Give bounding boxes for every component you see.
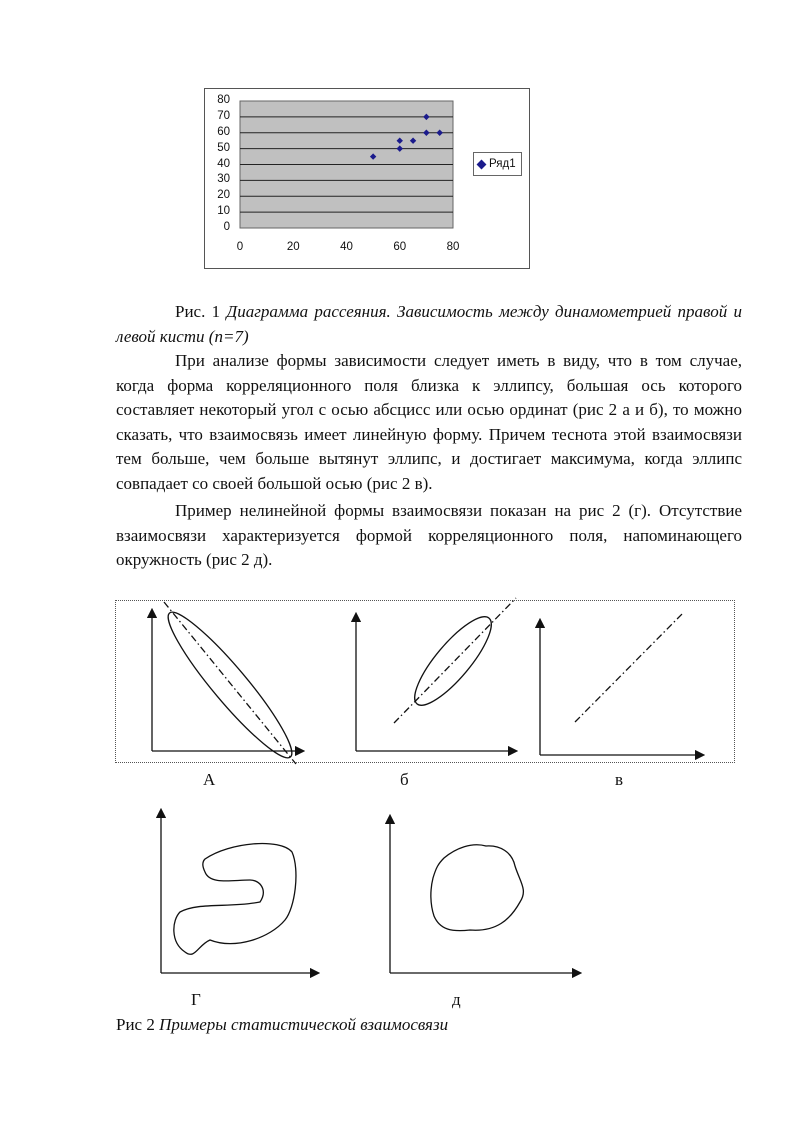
figure2-caption [116,1015,448,1035]
figure1-caption-text: Диаграмма рассеяния. Зависимость между динамометрией правой и левой кисти (n=7) [116,302,742,346]
diagram-d [390,819,577,973]
figure2-label-a: А [203,770,216,789]
x-tick-label: 0 [236,241,244,253]
scatter-chart [0,0,800,300]
figure2-label-v: в [615,770,624,789]
y-tick-label: 10 [217,205,230,218]
figure1-caption [116,300,742,349]
figure2-caption-text: Примеры статистической взаимосвязи [159,1015,449,1034]
figure2-caption-prefix: Рис 2 [116,1015,155,1034]
y-tick-label: 60 [217,125,230,138]
figure2-label-g: Г [191,990,201,1009]
paragraph-1: При анализе формы зависимости следует иметь в виду, что в том случае, когда форма корреляционного поля близка к эллипсу, большая ось которого составляет некоторый угол с осью абсцисс или осью ординат (рис 2 а и б), то можно сказать, что взаимосвязь имеет линейную форму. Причем теснота этой взаимосвязи тем больше, чем больше вытянут эллипс, и достигает максимума, когда эллипс совпадает со своей большой осью (рис 2 в). [116,351,742,493]
chart-legend [473,152,522,176]
diagram-g [161,813,315,973]
diagram-b [356,598,516,751]
diagram-v [540,612,700,755]
x-tick-label: 40 [340,241,353,253]
figure1-caption-prefix: Рис. 1 [175,302,221,321]
y-tick-label: 40 [217,157,230,170]
figure2-diagrams [0,590,800,990]
y-tick-label: 0 [223,221,230,233]
y-tick-label: 50 [217,141,230,154]
legend-label: Ряд1 [489,158,516,170]
diagram-a [152,602,303,768]
legend-marker-icon [477,159,487,169]
figure2-label-d: д [452,990,461,1009]
y-tick-label: 20 [217,189,230,202]
y-tick-label: 80 [217,94,230,106]
x-tick-label: 60 [393,241,407,253]
paragraph-2: Пример нелинейной формы взаимосвязи показан на рис 2 (г). Отсутствие взаимосвязи характеризуется формой корреляционного поля, напоминающего окружность (рис 2 д). [116,501,742,569]
figure2-label-b: б [400,770,409,789]
y-tick-label: 30 [217,173,230,186]
x-tick-label: 80 [446,241,460,253]
x-tick-label: 20 [286,241,300,253]
y-tick-label: 70 [217,109,230,122]
